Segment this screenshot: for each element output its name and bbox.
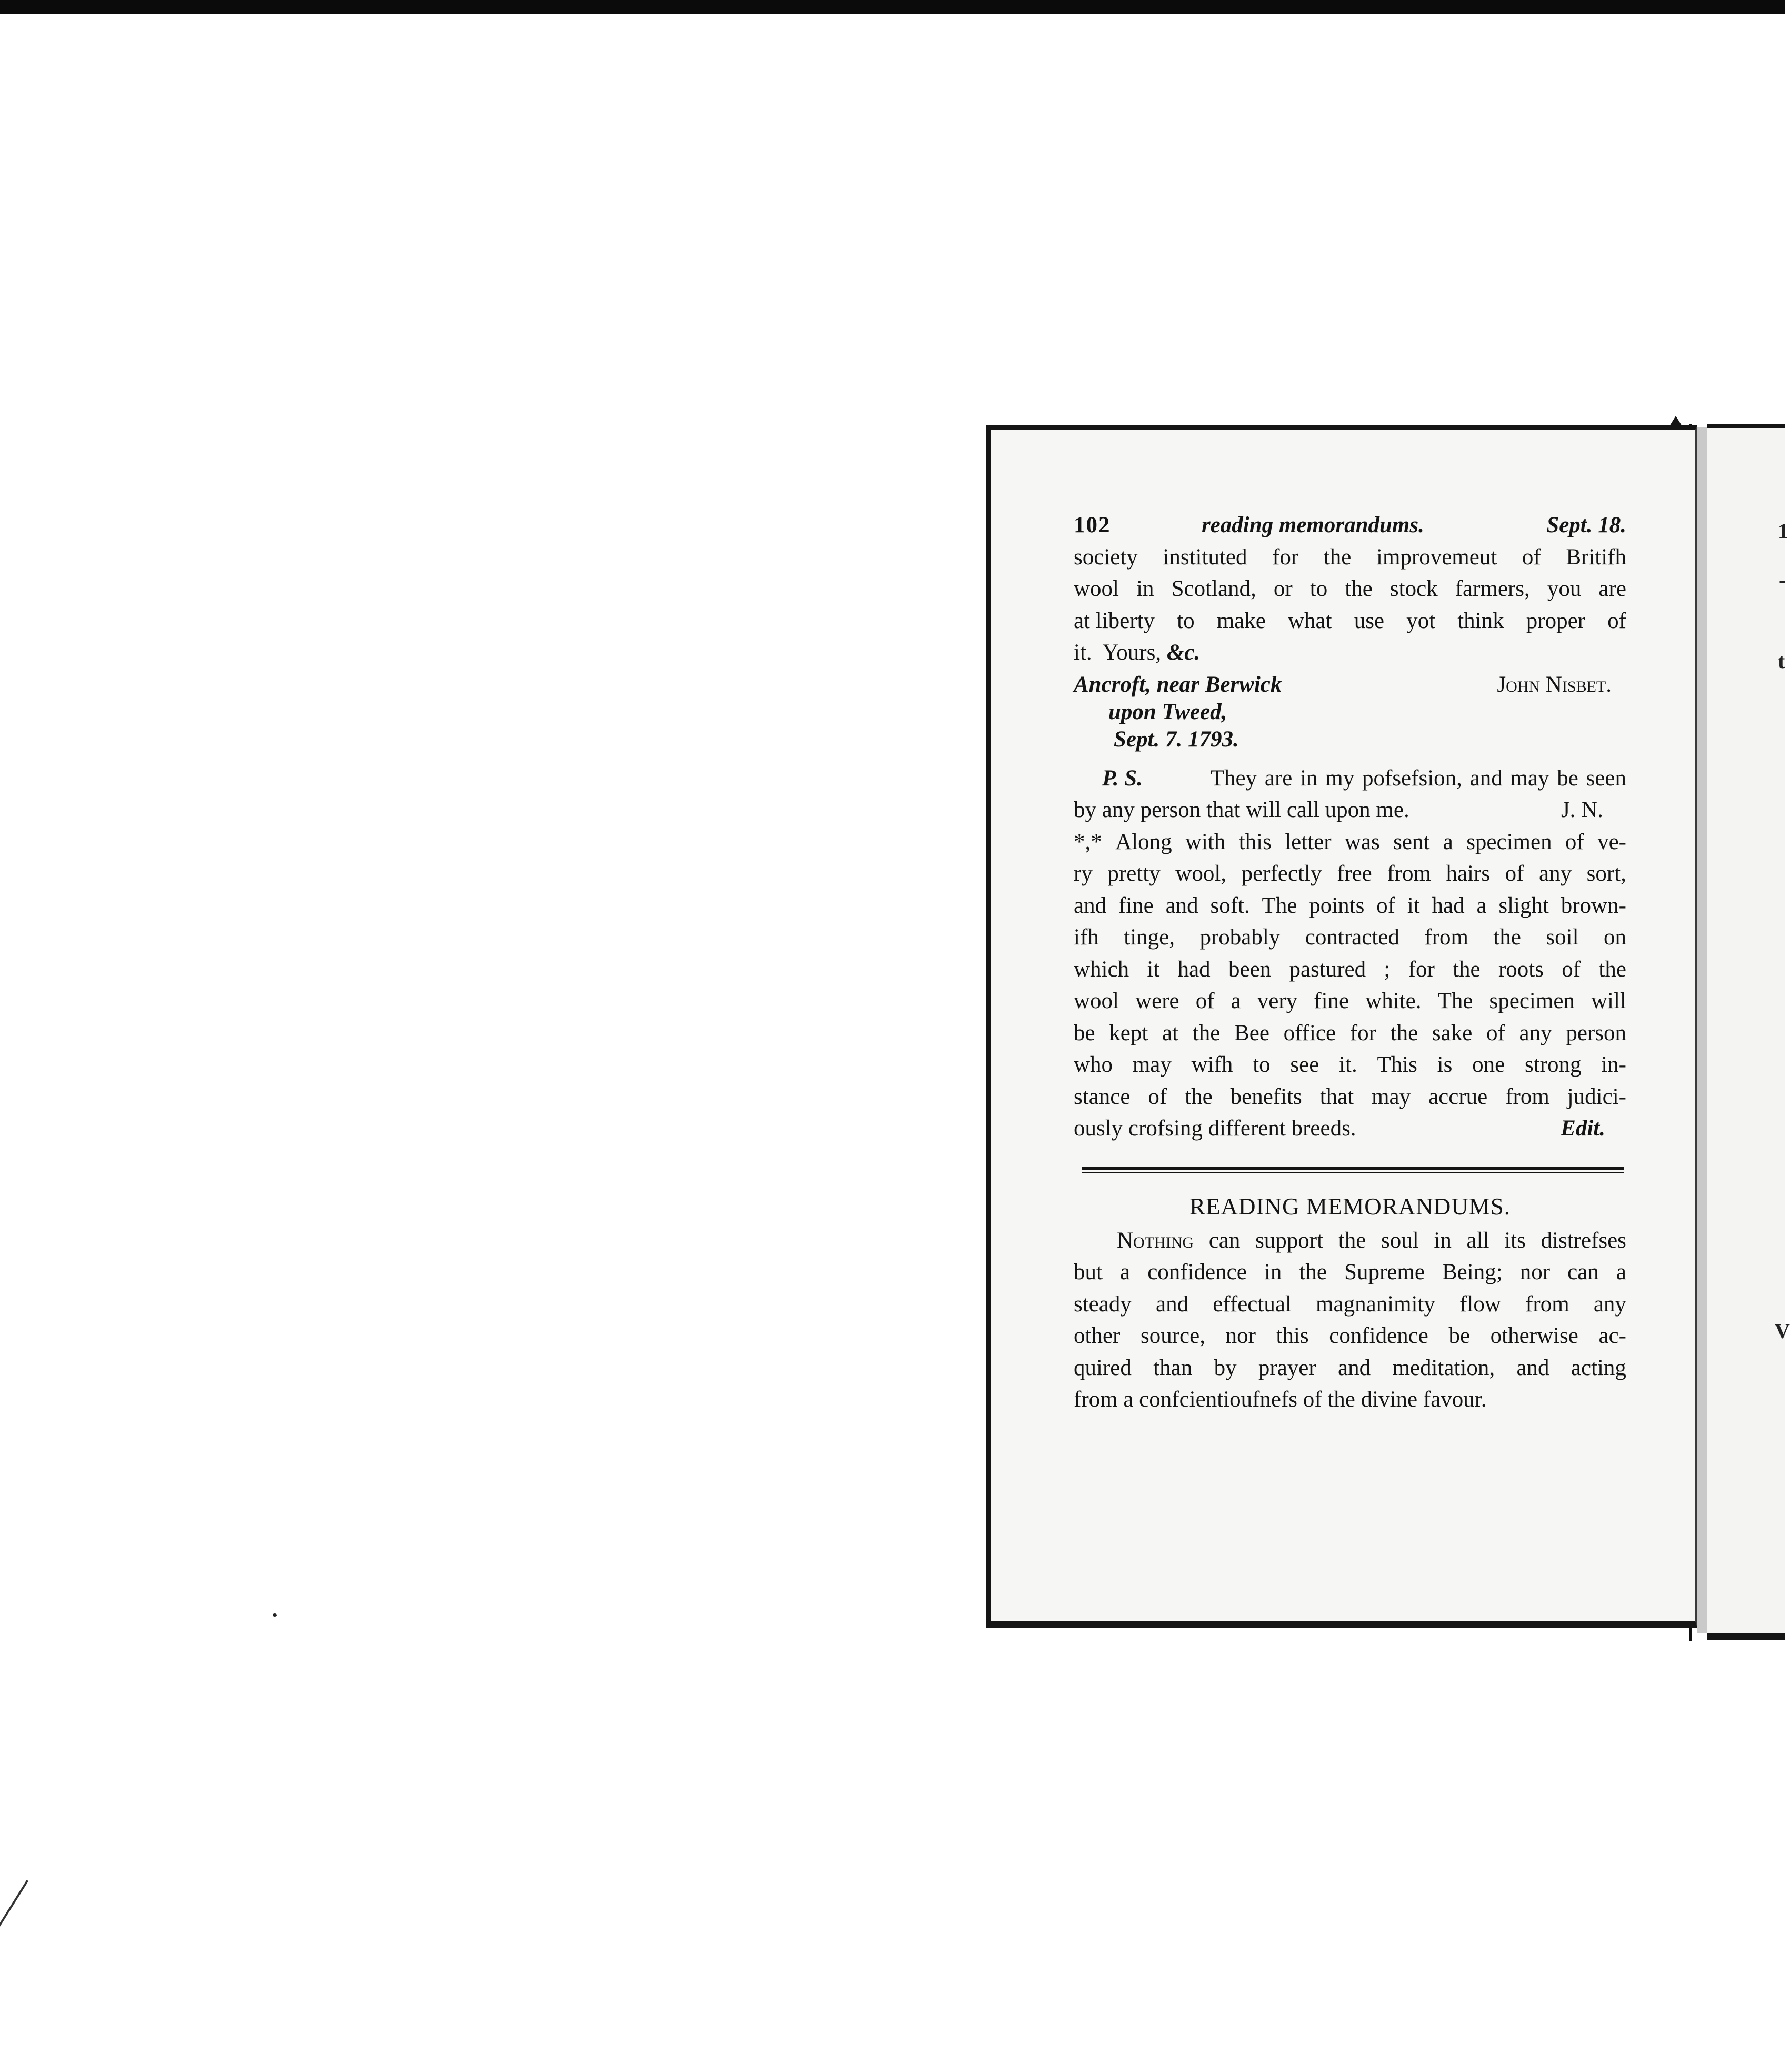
page-text: [1074, 510, 1626, 1416]
text-line-last: [1074, 1113, 1626, 1145]
text-line: [1074, 1352, 1626, 1384]
word: perfectly: [1241, 861, 1322, 886]
word: wool: [1074, 576, 1119, 601]
word: effectual: [1213, 1291, 1292, 1317]
word: distrefses: [1541, 1228, 1626, 1253]
word: was: [1344, 829, 1380, 854]
word: the: [1338, 1228, 1366, 1253]
word: of: [1562, 957, 1581, 982]
word: a: [1443, 829, 1453, 854]
word: at: [1162, 1020, 1179, 1045]
word: from: [1387, 861, 1431, 886]
word: flow: [1459, 1291, 1501, 1317]
facing-page-fragment: 1: [1778, 519, 1788, 543]
word: very: [1257, 989, 1298, 1013]
word: probably: [1199, 925, 1281, 950]
word: wool,: [1175, 861, 1227, 886]
word: a: [1231, 989, 1241, 1013]
word: improvemeut: [1376, 544, 1497, 570]
word: otherwise: [1490, 1323, 1578, 1348]
place-line-2: upon Tweed,: [1108, 699, 1227, 724]
word: soul: [1381, 1228, 1419, 1253]
word: slight: [1498, 893, 1549, 918]
last-line-text: from a confcientioufnefs of the divine favour.: [1074, 1387, 1487, 1412]
text-line: [1074, 890, 1626, 922]
text-line: [1074, 1320, 1626, 1352]
place-line: Ancroft, near Berwick: [1074, 672, 1282, 697]
editor-signoff: Edit.: [1561, 1116, 1605, 1141]
word: pretty: [1107, 861, 1161, 886]
word: which: [1074, 957, 1129, 982]
word: sort,: [1586, 861, 1626, 886]
word: of: [1522, 544, 1541, 570]
double-rule: [1082, 1167, 1624, 1173]
word: may: [1372, 1084, 1411, 1109]
rule-thick: [1082, 1167, 1624, 1170]
word: of: [1148, 1084, 1167, 1109]
word: proper: [1526, 608, 1585, 633]
word: fine: [1118, 893, 1154, 918]
word: the: [1453, 957, 1481, 982]
word: white.: [1365, 989, 1422, 1013]
word: had: [1177, 957, 1211, 982]
word: a: [1476, 893, 1487, 918]
scan-top-border: [0, 0, 1785, 14]
word: brown-: [1561, 893, 1626, 918]
last-line-text: ously crofsing different breeds.: [1074, 1116, 1356, 1141]
text-line: [1074, 954, 1626, 986]
word: or: [1273, 576, 1293, 601]
running-head: [1074, 510, 1626, 542]
word: what: [1287, 608, 1332, 633]
word: person: [1566, 1020, 1626, 1045]
text-line: [1074, 826, 1626, 859]
closing-text: it. Yours,: [1074, 640, 1167, 665]
word: source,: [1140, 1323, 1205, 1348]
word: sent: [1393, 829, 1430, 854]
word: steady: [1074, 1291, 1132, 1317]
word: you: [1547, 576, 1582, 601]
word: in: [1434, 1228, 1452, 1253]
word: of: [1505, 861, 1524, 886]
word: stock: [1389, 576, 1438, 601]
word: this: [1276, 1323, 1309, 1348]
word: all: [1466, 1228, 1489, 1253]
word: ac-: [1598, 1323, 1626, 1348]
text-line-last: [1074, 1384, 1626, 1416]
word: prayer: [1258, 1355, 1316, 1380]
text-line: [1074, 1018, 1626, 1050]
word: soft.: [1210, 893, 1250, 918]
word: are: [1598, 576, 1626, 601]
word: the: [1299, 1260, 1327, 1284]
word: may: [1132, 1052, 1172, 1077]
postscript-label: P. S.: [1102, 765, 1143, 791]
scan-speck: [273, 1613, 277, 1617]
text-line: [1074, 985, 1626, 1018]
text-line: [1074, 573, 1626, 605]
text-line: [1074, 1257, 1626, 1289]
word: Being;: [1442, 1260, 1503, 1284]
word: The: [1262, 893, 1297, 918]
word: judici-: [1567, 1084, 1626, 1109]
word: tinge,: [1124, 925, 1175, 950]
page-edge-shadow: [1697, 427, 1707, 1633]
word: it: [1147, 957, 1160, 982]
word: can: [1208, 1228, 1241, 1253]
word: points: [1309, 893, 1365, 918]
word: at liberty: [1074, 608, 1155, 633]
section-heading: READING MEMORANDUMS.: [1189, 1193, 1511, 1220]
word: confidence: [1147, 1260, 1247, 1284]
word: one: [1472, 1052, 1505, 1077]
word: nor: [1519, 1260, 1551, 1284]
postscript-initials: J. N.: [1561, 798, 1603, 822]
closing-line: [1074, 637, 1626, 669]
word: by: [1214, 1355, 1237, 1380]
drop-word: Nothing: [1117, 1228, 1194, 1253]
word: for: [1349, 1020, 1376, 1045]
word: to: [1253, 1052, 1271, 1077]
word: specimen: [1466, 829, 1552, 854]
word: Along: [1115, 829, 1172, 854]
word: for: [1272, 544, 1299, 570]
word: be: [1448, 1323, 1471, 1348]
word: make: [1216, 608, 1266, 633]
postscript-text: They are in my pofsefsion, and may be seen: [1210, 765, 1626, 791]
word: a: [1120, 1260, 1131, 1284]
word: and: [1156, 1291, 1189, 1317]
word: than: [1153, 1355, 1193, 1380]
word: any: [1539, 861, 1572, 886]
word: Britifh: [1566, 544, 1626, 570]
word: in: [1264, 1260, 1282, 1284]
closing-etc: &c.: [1166, 640, 1201, 665]
word: and: [1074, 893, 1107, 918]
rule-thin: [1082, 1172, 1624, 1173]
word: of: [1195, 989, 1215, 1013]
word: and: [1165, 893, 1198, 918]
word: wifh: [1191, 1052, 1233, 1077]
word: and: [1338, 1355, 1371, 1380]
word: kept: [1109, 1020, 1148, 1045]
facing-page-fragment: t: [1778, 649, 1785, 673]
word: the: [1598, 957, 1626, 982]
facing-page: [1707, 424, 1785, 1640]
text-line: [1074, 922, 1626, 954]
word: see: [1290, 1052, 1319, 1077]
word: sake: [1432, 1020, 1473, 1045]
word: who: [1074, 1052, 1113, 1077]
facing-page-fragment: V: [1775, 1319, 1790, 1343]
word: is: [1437, 1052, 1453, 1077]
word: from: [1525, 1291, 1569, 1317]
word: quired: [1074, 1355, 1132, 1380]
word: of: [1486, 1020, 1505, 1045]
word: the: [1493, 925, 1521, 950]
word: ifh: [1074, 925, 1099, 950]
word: the: [1390, 1020, 1418, 1045]
word: to: [1177, 608, 1195, 633]
word: in: [1136, 576, 1154, 601]
asterism: *,*: [1074, 829, 1102, 854]
text-line: [1074, 605, 1626, 637]
signature-first: John: [1497, 672, 1541, 697]
running-title: reading memorandums.: [1201, 513, 1424, 537]
word: with: [1185, 829, 1226, 854]
word: Scotland,: [1171, 576, 1256, 601]
word: can: [1567, 1260, 1599, 1284]
word: the: [1185, 1084, 1213, 1109]
word: confidence: [1329, 1323, 1428, 1348]
running-date: Sept. 18.: [1546, 513, 1626, 537]
word: and: [1516, 1355, 1549, 1380]
word: This: [1377, 1052, 1417, 1077]
word: will: [1591, 989, 1626, 1013]
signature-last: Nisbet.: [1545, 672, 1612, 697]
word: of: [1376, 893, 1395, 918]
text-line: [1074, 1289, 1626, 1321]
word: office: [1283, 1020, 1336, 1045]
word: roots: [1498, 957, 1544, 982]
word: from: [1505, 1084, 1549, 1109]
word: the: [1345, 576, 1373, 601]
word: this: [1238, 829, 1272, 854]
postscript-line: [1074, 794, 1626, 826]
signature-row: [1074, 669, 1626, 696]
text-line: [1074, 1225, 1626, 1257]
word: its: [1504, 1228, 1526, 1253]
scan-artifact-line: [0, 1880, 28, 1953]
word: from: [1424, 925, 1468, 950]
word: it: [1407, 893, 1420, 918]
text-line: [1074, 858, 1626, 890]
word: think: [1457, 608, 1504, 633]
word: stance: [1074, 1084, 1131, 1109]
word: Bee: [1234, 1020, 1269, 1045]
word: society: [1074, 544, 1138, 570]
word: Supreme: [1344, 1260, 1425, 1284]
postscript-line: [1074, 763, 1626, 795]
word: acting: [1571, 1355, 1626, 1380]
word: any: [1593, 1291, 1626, 1317]
word: soil: [1546, 925, 1579, 950]
signature: [1497, 669, 1626, 696]
word: pastured: [1289, 957, 1366, 982]
word: hairs: [1446, 861, 1491, 886]
word: specimen: [1489, 989, 1575, 1013]
word: instituted: [1163, 544, 1247, 570]
word: ry: [1074, 861, 1093, 886]
word: the: [1192, 1020, 1221, 1045]
word: the: [1323, 544, 1352, 570]
word: yot: [1406, 608, 1436, 633]
word: free: [1336, 861, 1372, 886]
word: be: [1074, 1020, 1095, 1045]
word: use: [1354, 608, 1385, 633]
word: but: [1074, 1260, 1103, 1284]
word: had: [1432, 893, 1465, 918]
facing-page-fragment: -: [1779, 568, 1786, 592]
word: magnanimity: [1316, 1291, 1435, 1317]
word: of: [1565, 829, 1584, 854]
word: been: [1228, 957, 1272, 982]
word: wool: [1074, 989, 1119, 1013]
word: strong: [1524, 1052, 1582, 1077]
word: were: [1135, 989, 1179, 1013]
word: farmers,: [1455, 576, 1530, 601]
word: nor: [1225, 1323, 1256, 1348]
word: other: [1074, 1323, 1121, 1348]
word: on: [1604, 925, 1626, 950]
word: that: [1319, 1084, 1354, 1109]
postscript-text: by any person that will call upon me.: [1074, 798, 1409, 822]
word: ve-: [1597, 829, 1626, 854]
word: accrue: [1428, 1084, 1488, 1109]
text-line: [1074, 1049, 1626, 1081]
word: contracted: [1305, 925, 1399, 950]
word: letter: [1285, 829, 1332, 854]
word: a: [1616, 1260, 1626, 1284]
word: in-: [1601, 1052, 1626, 1077]
text-line: [1074, 542, 1626, 574]
word: The: [1437, 989, 1473, 1013]
word: it.: [1339, 1052, 1357, 1077]
word: for: [1408, 957, 1435, 982]
word: any: [1519, 1020, 1552, 1045]
word: support: [1255, 1228, 1324, 1253]
word: ;: [1384, 957, 1391, 982]
word: fine: [1314, 989, 1349, 1013]
text-line: [1074, 1081, 1626, 1113]
page-number: 102: [1074, 513, 1111, 537]
word: meditation,: [1392, 1355, 1495, 1380]
word: of: [1607, 608, 1626, 633]
word: benefits: [1230, 1084, 1302, 1109]
letter-date: Sept. 7. 1793.: [1114, 726, 1239, 752]
word: to: [1309, 576, 1328, 601]
